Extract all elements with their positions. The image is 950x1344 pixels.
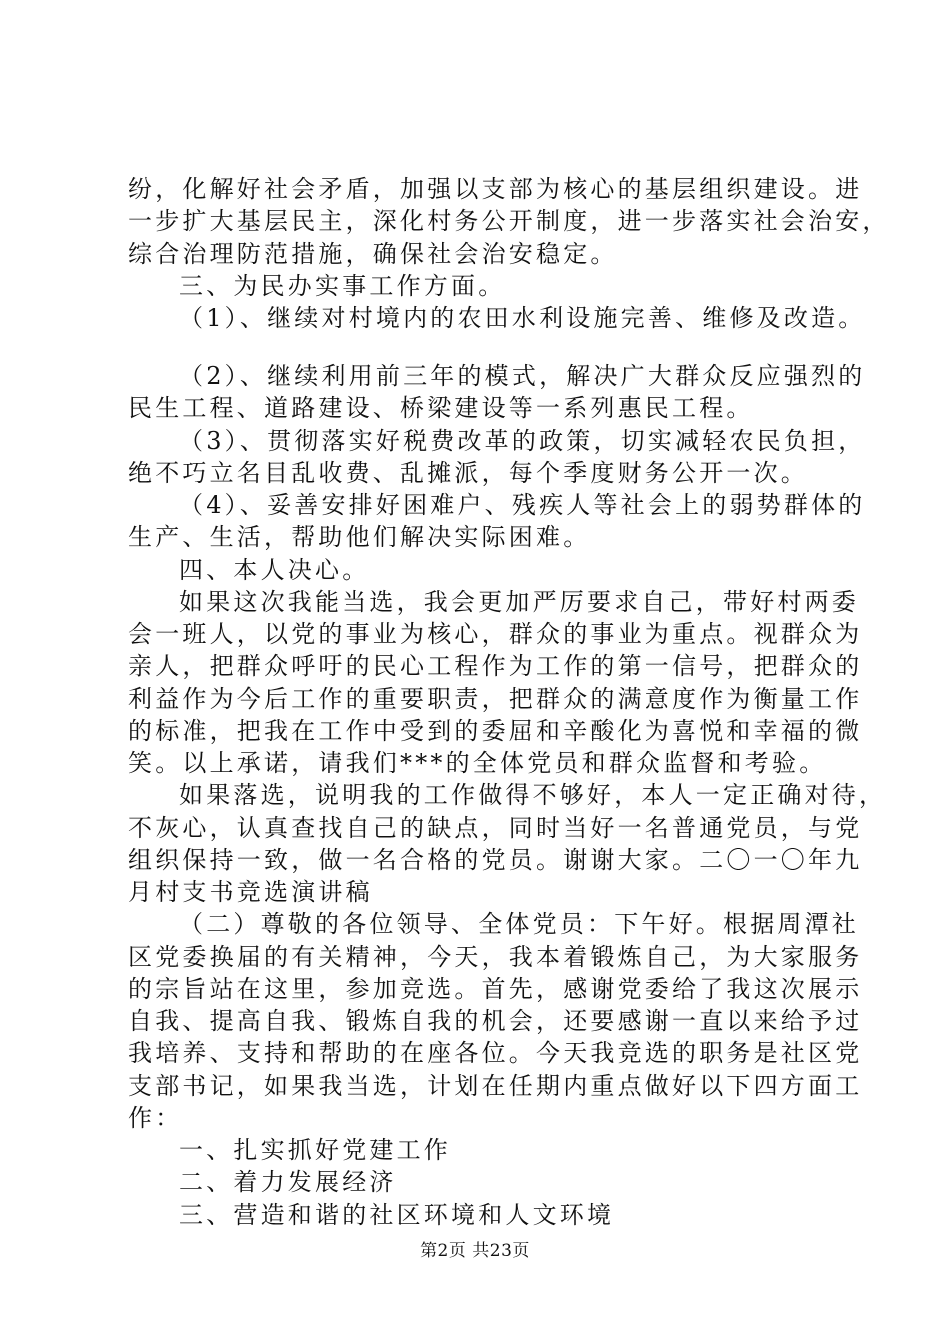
text-line: 的宗旨站在这里，参加竞选。首先，感谢党委给了我这次展示 bbox=[128, 975, 863, 1003]
list-item: （2）、继续利用前三年的模式，解决广大群众反应强烈的 bbox=[179, 362, 866, 390]
text-line: 笑。以上承诺，请我们***的全体党员和群众监督和考验。 bbox=[128, 749, 827, 777]
text-line: 支部书记，如果我当选，计划在任期内重点做好以下四方面工 bbox=[128, 1072, 863, 1100]
list-item: （1）、继续对村境内的农田水利设施完善、维修及改造。 bbox=[179, 304, 866, 332]
list-item: 一、扎实抓好党建工作 bbox=[179, 1136, 451, 1164]
text-line: 不灰心，认真查找自己的缺点，同时当好一名普通党员，与党 bbox=[128, 814, 863, 842]
text-line: 绝不巧立名目乱收费、乱摊派，每个季度财务公开一次。 bbox=[128, 459, 808, 487]
text-line: 的标准，把我在工作中受到的委屈和辛酸化为喜悦和幸福的微 bbox=[128, 717, 863, 745]
section-heading: 三、为民办实事工作方面。 bbox=[179, 272, 506, 300]
text-line: 生产、生活，帮助他们解决实际困难。 bbox=[128, 523, 591, 551]
text-line: 组织保持一致，做一名合格的党员。谢谢大家。二〇一〇年九 bbox=[128, 846, 863, 874]
paragraph-start: 如果这次我能当选，我会更加严厉要求自己，带好村两委 bbox=[179, 588, 859, 616]
text-line: 民生工程、道路建设、桥梁建设等一系列惠民工程。 bbox=[128, 394, 754, 422]
list-item: （3）、贯彻落实好税费改革的政策，切实减轻农民负担， bbox=[179, 427, 866, 455]
text-line: 作： bbox=[128, 1104, 183, 1132]
text-line: 月村支书竞选演讲稿 bbox=[128, 878, 373, 906]
text-line: 利益作为今后工作的重要职责，把群众的满意度作为衡量工作 bbox=[128, 685, 863, 713]
text-line: 我培养、支持和帮助的在座各位。今天我竞选的职务是社区党 bbox=[128, 1039, 863, 1067]
list-item: 二、着力发展经济 bbox=[179, 1168, 397, 1196]
list-item: （4）、妥善安排好困难户、残疾人等社会上的弱势群体的 bbox=[179, 491, 866, 519]
section-heading: 四、本人决心。 bbox=[179, 556, 370, 584]
text-line: 亲人，把群众呼吁的民心工程作为工作的第一信号，把群众的 bbox=[128, 652, 863, 680]
paragraph-start: 如果落选，说明我的工作做得不够好，本人一定正确对待， bbox=[179, 781, 887, 809]
text-line: 纷，化解好社会矛盾，加强以支部为核心的基层组织建设。进 bbox=[128, 175, 863, 203]
page-number-footer: 第2页 共23页 bbox=[420, 1241, 530, 1261]
text-line: 综合治理防范措施，确保社会治安稳定。 bbox=[128, 240, 618, 268]
text-line: 会一班人，以党的事业为核心，群众的事业为重点。视群众为 bbox=[128, 620, 863, 648]
paragraph-start: （二）尊敬的各位领导、全体党员：下午好。根据周潭社 bbox=[179, 910, 859, 938]
text-line: 自我、提高自我、锻炼自我的机会，还要感谢一直以来给予过 bbox=[128, 1007, 863, 1035]
list-item: 三、营造和谐的社区环境和人文环境 bbox=[179, 1201, 615, 1229]
text-line: 区党委换届的有关精神，今天，我本着锻炼自己，为大家服务 bbox=[128, 943, 863, 971]
text-line: 一步扩大基层民主，深化村务公开制度，进一步落实社会治安， bbox=[128, 207, 890, 235]
